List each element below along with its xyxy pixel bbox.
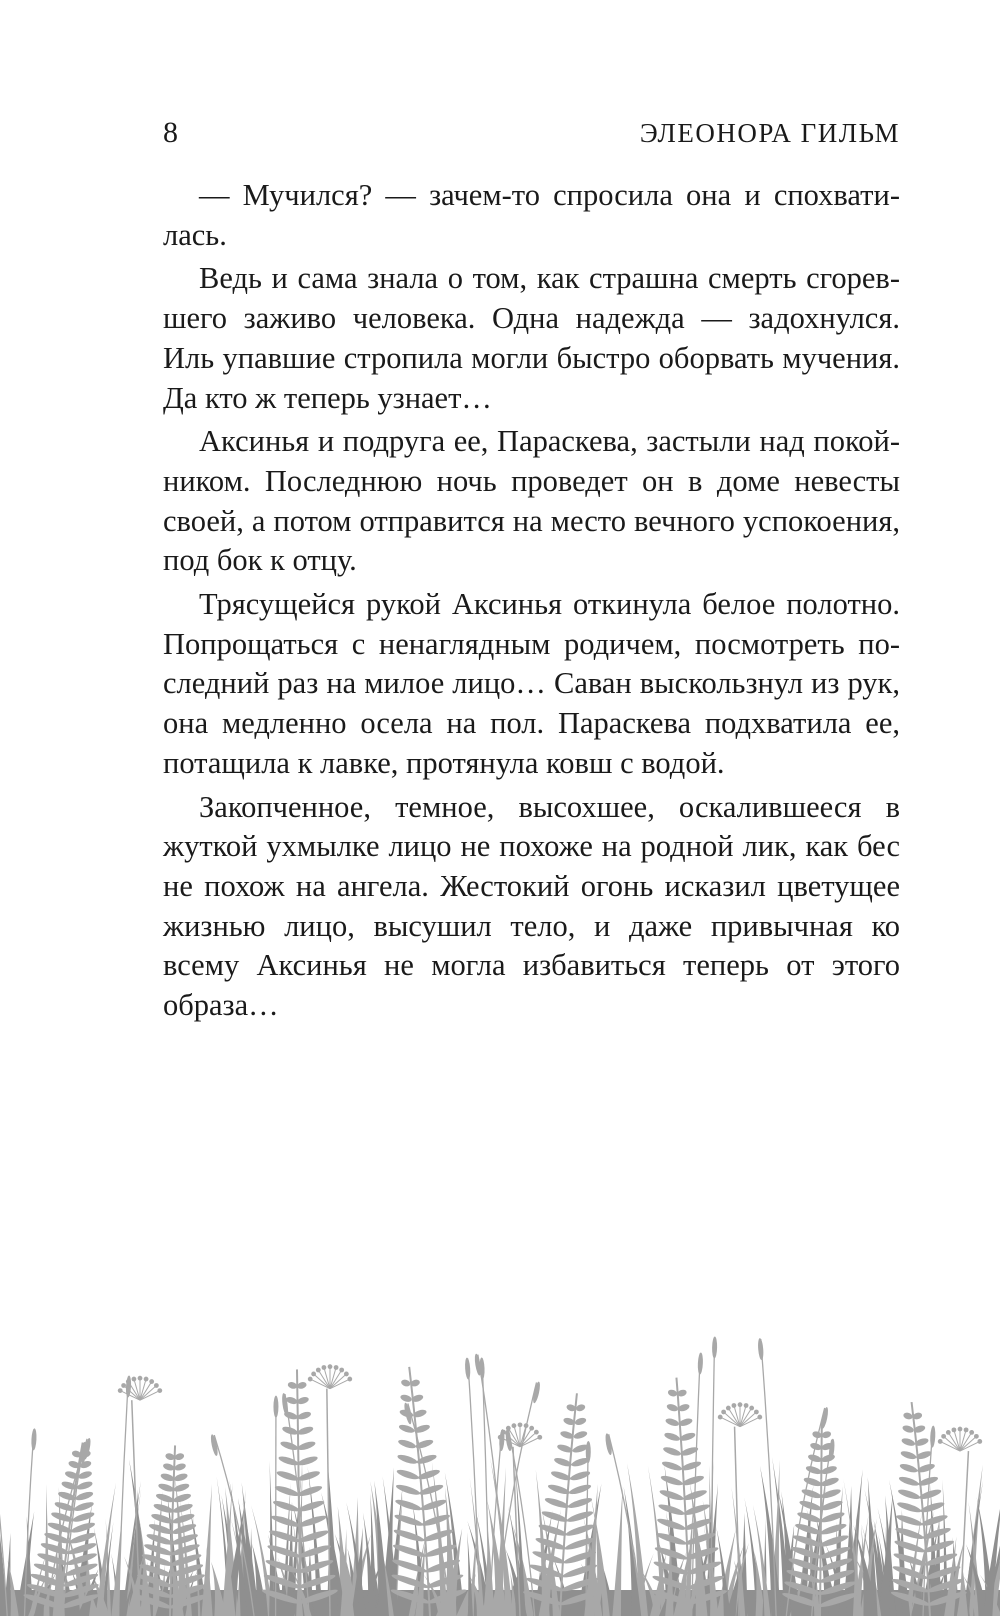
fern-leaflet <box>157 1482 174 1493</box>
umbel-flower <box>958 1427 963 1432</box>
umbel-flower <box>738 1402 743 1407</box>
umbel-flower <box>718 1415 723 1420</box>
fern-leaflet <box>897 1488 921 1501</box>
seed-head <box>31 1428 37 1450</box>
umbel-flower <box>512 1423 517 1428</box>
fern-leaflet <box>297 1440 317 1452</box>
fern-leaflet <box>683 1502 711 1517</box>
fern-leaflet <box>297 1425 314 1436</box>
umbel-flower <box>322 1365 327 1370</box>
fern-leaflet <box>76 1480 93 1491</box>
fern-leaflet <box>902 1424 915 1434</box>
fern-leaflet <box>297 1410 312 1420</box>
fern-leaflet <box>172 1492 192 1504</box>
fern-leaflet <box>803 1476 823 1488</box>
fern-leaflet <box>898 1475 920 1487</box>
fern-leaflet <box>820 1476 840 1488</box>
umbel-flower <box>316 1368 321 1373</box>
umbel-flower <box>121 1383 126 1388</box>
fern-leaflet <box>573 1430 588 1440</box>
umbel-flower <box>311 1372 316 1377</box>
fern-leaflet <box>681 1474 705 1487</box>
fern-leaflet <box>667 1389 678 1398</box>
umbel-flower <box>328 1364 333 1369</box>
umbel-flower <box>347 1377 352 1382</box>
fern-leaflet <box>397 1453 419 1465</box>
umbel-flower <box>154 1383 159 1388</box>
umbel-flower <box>744 1403 749 1408</box>
umbel-flower <box>334 1365 339 1370</box>
paragraph: Аксинья и подруга ее, Параскева, застыли над покойником. Последнюю ночь проведет он в доме невесты своей, а потом отправится на место вечного успокоения, под бок к отцу. <box>163 424 900 578</box>
fern-leaflet <box>820 1510 846 1524</box>
umbel-flower <box>721 1410 726 1415</box>
fern-leaflet <box>71 1511 95 1524</box>
umbel-flower <box>529 1426 534 1431</box>
fern-leaflet <box>903 1411 914 1420</box>
fern-leaflet <box>900 1450 917 1461</box>
umbel-flower <box>118 1388 123 1393</box>
fern-leaflet <box>78 1470 93 1480</box>
seed-head <box>697 1352 703 1374</box>
running-head-author: ЭЛЕОНОРА ГИЛЬМ <box>639 118 900 148</box>
umbel-flower <box>339 1368 344 1373</box>
fern-leaflet <box>660 1474 684 1487</box>
fern-leaflet <box>567 1496 593 1510</box>
seed-head <box>532 1381 542 1404</box>
paragraph: — Мучился? — зачем-то спросила она и спохватилась. <box>163 178 900 252</box>
fern-leaflet <box>662 1446 682 1458</box>
fern-leaflet <box>901 1437 916 1447</box>
fern-leaflet <box>173 1482 190 1493</box>
fern-leaflet <box>280 1440 300 1452</box>
fern-leaflet <box>395 1483 421 1497</box>
fern-leaflet <box>155 1492 175 1504</box>
fern-leaflet <box>70 1521 96 1535</box>
umbel-flower <box>344 1372 349 1377</box>
umbel-flower <box>138 1376 143 1381</box>
seed-head <box>464 1357 470 1379</box>
seed-head <box>125 1375 131 1397</box>
fern-leaflet <box>661 1460 683 1472</box>
fern-leaflet <box>893 1551 928 1568</box>
umbel-flower <box>308 1377 313 1382</box>
umbel-flower <box>969 1430 974 1435</box>
umbel-flower <box>149 1379 154 1384</box>
fern-leaflet <box>297 1469 321 1482</box>
fern-leaflet <box>398 1423 415 1434</box>
grass-border-illustration <box>0 1316 1000 1616</box>
umbel-flower <box>946 1430 951 1435</box>
fern-leaflet <box>566 1509 594 1524</box>
paragraph: Ведь и сама знала о том, как страшна смерть сгоревшего заживо человека. Одна надежда — задохнулся. Иль упавшие стропила могли быстро оборвать мучения. Да кто ж теперь узнает… <box>163 261 900 415</box>
fern-leaflet <box>396 1468 420 1481</box>
fern-leaflet <box>575 1403 586 1412</box>
umbel-flower <box>941 1434 946 1439</box>
fern-leaflet <box>541 1509 569 1524</box>
fern-leaflet <box>535 1536 567 1552</box>
fern-leaflet <box>394 1498 422 1513</box>
fern-leaflet <box>568 1483 592 1496</box>
fern-leaflet <box>819 1522 847 1537</box>
umbel-flower <box>732 1403 737 1408</box>
fern-leaflet <box>895 1513 923 1528</box>
umbel-flower <box>749 1406 754 1411</box>
fern-leaflet <box>172 1502 194 1514</box>
fern-leaflet <box>665 1417 680 1427</box>
seed-head <box>930 1425 936 1447</box>
fern-leaflet <box>75 1490 95 1502</box>
fern-leaflet <box>683 1517 713 1532</box>
seed-head <box>820 1407 829 1430</box>
umbel-flower <box>974 1434 979 1439</box>
seed-head <box>273 1396 278 1418</box>
fern-leaflet <box>174 1462 187 1472</box>
umbel-flower <box>534 1430 539 1435</box>
umbel-flower <box>157 1388 162 1393</box>
seed-head <box>586 1441 591 1463</box>
fern-leaflet <box>297 1455 319 1467</box>
umbel-flower <box>952 1427 957 1432</box>
umbel-flower <box>757 1415 762 1420</box>
fern-leaflet <box>278 1455 300 1467</box>
fern-leaflet <box>807 1453 822 1463</box>
fern-leaflet <box>805 1465 822 1476</box>
umbel-flower <box>726 1406 731 1411</box>
fern-leaflet <box>565 1523 595 1538</box>
umbel-flower <box>132 1377 137 1382</box>
fern-leaflet <box>820 1465 837 1476</box>
fern-leaflet <box>899 1462 919 1474</box>
fern-leaflet <box>400 1393 413 1403</box>
page-number: 8 <box>163 116 178 149</box>
umbel-flower <box>964 1427 969 1432</box>
seed-head <box>712 1336 717 1358</box>
fern-leaflet <box>73 1500 95 1512</box>
fern-leaflet <box>659 1488 685 1502</box>
fern-leaflet <box>663 1431 680 1442</box>
fern-leaflet <box>574 1417 587 1427</box>
paragraph: Трясущейся рукой Аксинья откинула белое полотно. Попрощаться с ненаглядным родичем, посмотреть последний раз на милое лицо… Саван выскользнул из рук, она медленно осела на пол. Параскева подхватила ее, потащила к лавке, протянула ковш с водой. <box>163 587 900 780</box>
fern-leaflet <box>896 1500 922 1514</box>
fern-leaflet <box>666 1403 679 1413</box>
umbel-flower <box>537 1435 542 1440</box>
page-body <box>163 176 900 1026</box>
grass-silhouette <box>0 1336 1000 1616</box>
umbel-flower <box>938 1439 943 1444</box>
umbel-flower <box>518 1422 523 1427</box>
umbel-flower <box>754 1410 759 1415</box>
umbel-flower <box>144 1377 149 1382</box>
paragraph: Закопченное, темное, высохшее, оскалившееся в жуткой ухмылке лицо не похоже на родной лик, как бес не похож на ангела. Жестокий огонь исказил цветущее жизнью лицо, высушил тело, и даже привычная ко всему Аксинья не могла избавиться теперь от этого образа… <box>163 789 900 1023</box>
fern-leaflet <box>397 1438 417 1450</box>
fern-leaflet <box>153 1502 175 1514</box>
fern-leaflet <box>819 1533 849 1548</box>
umbel-flower <box>977 1439 982 1444</box>
seed-head <box>757 1338 764 1360</box>
fern-leaflet <box>274 1484 300 1498</box>
running-head <box>163 113 900 153</box>
fern-leaflet <box>400 1379 411 1388</box>
